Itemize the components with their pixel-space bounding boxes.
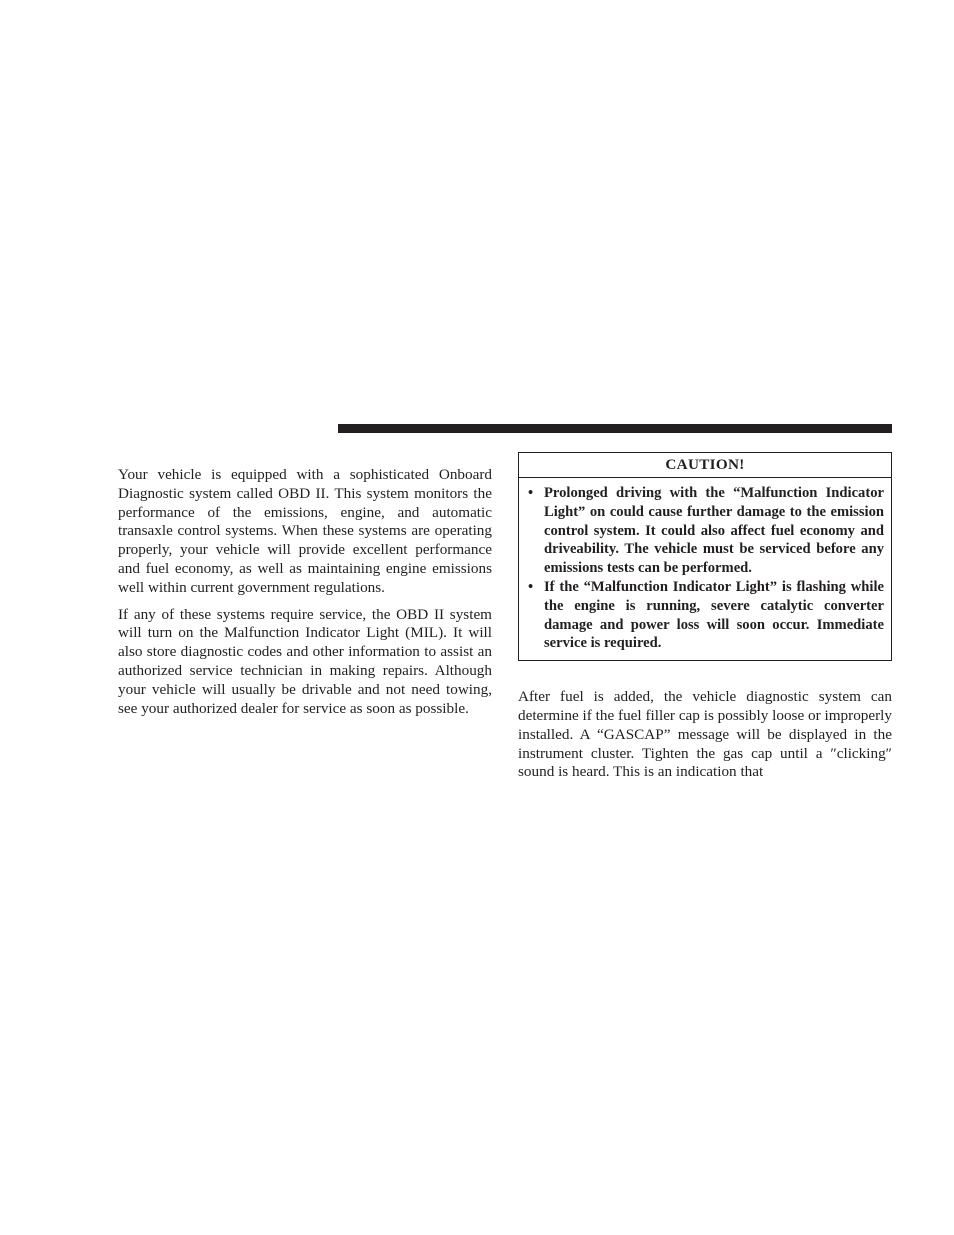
caution-list bbox=[519, 478, 891, 660]
caution-item-text: Prolonged driving with the “Malfunction Indicator Light” on could cause further damage to the emission control system. It could also affect fuel economy and driveability. The vehicle must be serviced before any emissions tests can be performed. bbox=[544, 485, 884, 577]
section-header-rule bbox=[338, 424, 892, 433]
right-column bbox=[518, 452, 892, 782]
caution-item bbox=[526, 578, 884, 653]
caution-title: CAUTION! bbox=[519, 453, 891, 478]
paragraph-gascap: After fuel is added, the vehicle diagnostic system can determine if the fuel filler cap is possibly loose or improperly installed. A “GASCAP” message will be displayed in the instrument cluster. Tighten the gas cap until a ″clicking″ sound is heard. This is an indication that bbox=[518, 688, 892, 781]
paragraph-obd-service: If any of these systems require service, the OBD II system will turn on the Malfunction Indicator Light (MIL). It will also store diagnostic codes and other information to assist an authorized service technician in making repairs. Although your vehicle will usually be drivable and not need towing, see your authorized dealer for service as soon as possible. bbox=[118, 605, 492, 717]
left-column bbox=[118, 466, 492, 718]
paragraph-obd-intro: Your vehicle is equipped with a sophisticated Onboard Diagnostic system called OBD II. This system monitors the performance of the emissions, engine, and automatic transaxle control systems. When these systems are operating properly, your vehicle will provide excellent performance and fuel economy, as well as maintaining engine emissions well within current government regulations. bbox=[118, 466, 492, 596]
caution-box bbox=[518, 452, 892, 661]
bullet-icon: • bbox=[528, 485, 534, 501]
caution-item bbox=[526, 484, 884, 578]
caution-item-text: If the “Malfunction Indicator Light” is flashing while the engine is running, severe catalytic converter damage and power loss will soon occur. Immediate service is required. bbox=[544, 578, 884, 652]
bullet-icon: • bbox=[528, 578, 534, 595]
